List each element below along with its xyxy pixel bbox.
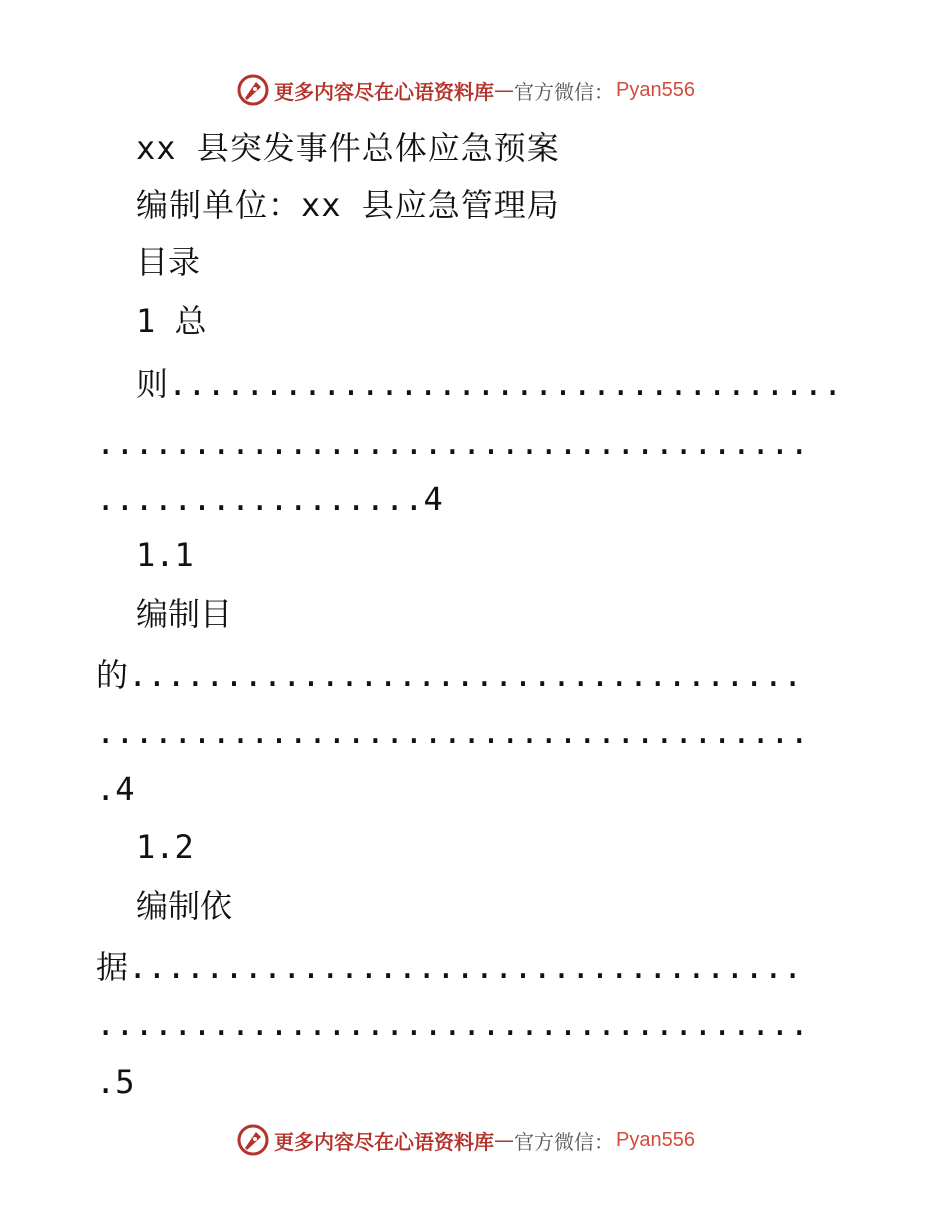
toc-line: ..................................... bbox=[96, 713, 809, 751]
watermark-banner-bottom bbox=[236, 1122, 695, 1158]
pen-nib-logo-icon bbox=[236, 1123, 270, 1157]
watermark-banner-top bbox=[236, 72, 695, 108]
toc-line: 1.1 bbox=[136, 536, 194, 574]
banner-dash: — bbox=[494, 1128, 514, 1152]
toc-heading: 目录 bbox=[136, 243, 201, 281]
toc-line: ..................................... bbox=[96, 1005, 809, 1043]
compiler-line: 编制单位：xx 县应急管理局 bbox=[136, 186, 560, 224]
banner-wechat-label: 官方微信： bbox=[514, 79, 614, 104]
banner-wechat-id: Pyan556 bbox=[616, 78, 695, 101]
toc-line: 编制目 bbox=[136, 595, 233, 633]
banner-dash: — bbox=[494, 78, 514, 102]
toc-line: .4 bbox=[96, 770, 135, 808]
toc-line: .................4 bbox=[96, 480, 443, 518]
toc-line: 编制依 bbox=[136, 887, 233, 925]
banner-slogan: 更多内容尽在心语资料库 bbox=[274, 1129, 494, 1154]
toc-line: .5 bbox=[96, 1063, 135, 1101]
banner-wechat-id: Pyan556 bbox=[616, 1128, 695, 1151]
toc-line: 1.2 bbox=[136, 828, 194, 866]
toc-line: 据................................... bbox=[96, 948, 803, 986]
pen-nib-logo-icon bbox=[236, 73, 270, 107]
toc-line: ..................................... bbox=[96, 424, 809, 462]
banner-wechat-label: 官方微信： bbox=[514, 1129, 614, 1154]
toc-line: 则................................... bbox=[136, 365, 843, 403]
toc-line: 的................................... bbox=[96, 656, 803, 694]
document-title: xx 县突发事件总体应急预案 bbox=[136, 129, 560, 167]
toc-line: 1 总 bbox=[136, 302, 207, 340]
banner-slogan: 更多内容尽在心语资料库 bbox=[274, 79, 494, 104]
